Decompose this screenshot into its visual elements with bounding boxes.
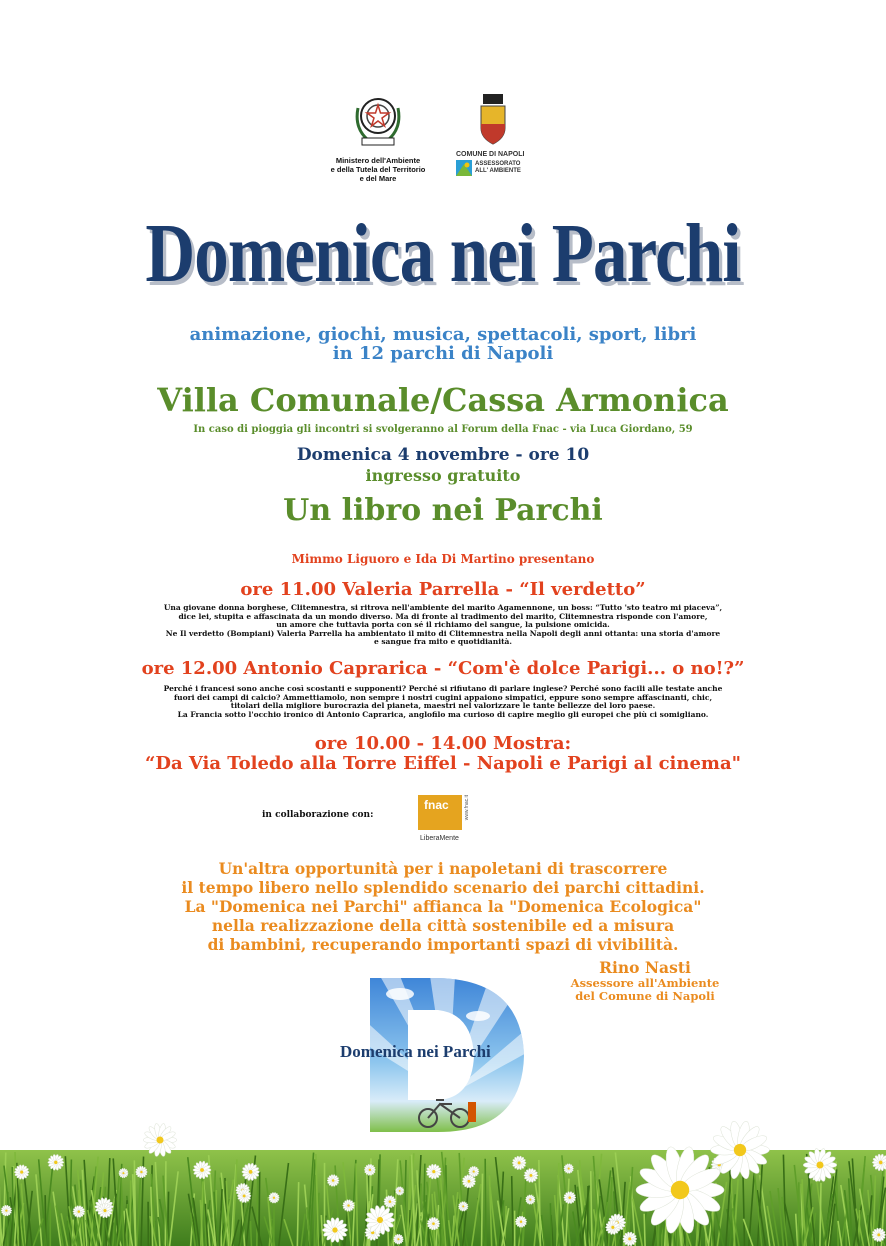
daisy-icon	[343, 1200, 355, 1212]
exhibition-time: ore 10.00 - 14.00 Mostra:	[314, 733, 572, 754]
description-line: Una giovane donna borghese, Clitemnestra, si ritrova nell'ambiente del marito Agamennone, un boss: “Tutto 'sto teatro mi piaceva”,	[163, 603, 723, 612]
event-title: Un libro nei Parchi	[283, 493, 603, 528]
daisy-icon	[384, 1195, 396, 1207]
daisy-icon	[515, 1216, 527, 1228]
daisy-icon	[526, 1195, 536, 1205]
description-line: titolari della migliore burocrazia del pianeta, maestri nel valorizzare le tante bellezze del loro paese.	[230, 701, 656, 711]
quote-line: il tempo libero nello splendido scenario dei parchi cittadini.	[181, 878, 705, 897]
daisy-icon	[119, 1168, 129, 1178]
description-line: Ne Il verdetto (Bompiani) Valeria Parrella ha ambientato il mito di Clitemnestra nella Napoli degli anni ottanta: una storia d'amore	[165, 628, 721, 638]
signature-name: Rino Nasti	[599, 958, 691, 977]
collaboration-label: in collaborazione con:	[262, 810, 374, 820]
description-line: e sangue fra mito e quotidianità.	[373, 637, 513, 647]
quote-line: La "Domenica nei Parchi" affianca la "Domenica Ecologica"	[184, 897, 702, 916]
daisy-icon	[872, 1228, 886, 1242]
exhibition-title: “Da Via Toledo alla Torre Eiffel - Napoli e Parigi al cinema"	[145, 753, 741, 774]
ministry-caption-line: Ministero dell'Ambiente	[335, 156, 421, 165]
daisy-icon	[393, 1234, 403, 1244]
daisy-icon	[73, 1205, 85, 1217]
quote-line: Un'altra opportunità per i napoletani di trascorrere	[218, 859, 668, 878]
daisy-icon	[269, 1192, 280, 1203]
daisy-icon	[564, 1164, 574, 1174]
rain-note: In caso di pioggia gli incontri si svolgeranno al Forum della Fnac - via Luca Giordano, 59	[193, 424, 693, 435]
event-1-description	[0, 604, 886, 647]
daisy-icon	[427, 1217, 440, 1230]
quote-line: di bambini, recuperando importanti spazi di vivibilità.	[207, 935, 679, 954]
assessorato-caption-line: ALL' AMBIENTE	[475, 168, 521, 174]
event-2-title: ore 12.00 Antonio Caprarica - “Com'è dolce Parigi... o no!?”	[141, 658, 745, 679]
ministry-logo	[318, 88, 438, 183]
ministry-caption-line: e della Tutela del Territorio	[330, 165, 426, 174]
daisy-icon	[462, 1174, 476, 1188]
main-title: Domenica nei Parchi	[145, 207, 741, 300]
signature-role	[540, 977, 750, 1003]
fnac-logo	[416, 795, 476, 847]
assessor-quote	[0, 859, 886, 954]
assessorato-caption-line: ASSESSORATO	[475, 161, 521, 167]
fnac-brand: fnac	[424, 798, 449, 812]
daisy-icon	[564, 1191, 576, 1203]
napoli-crest-icon	[478, 94, 508, 146]
daisy-icon	[395, 1187, 404, 1196]
fnac-site: www.fnac.it	[464, 795, 470, 821]
subtitle-line-2: in 12 parchi di Napoli	[332, 343, 554, 364]
event-1-title: ore 11.00 Valeria Parrella - “Il verdetto”	[240, 579, 646, 600]
subtitle-line-1: animazione, giochi, musica, spettacoli, sport, libri	[189, 324, 697, 345]
description-line: La Francia sotto l'occhio ironico di Antonio Caprarica, anglofilo ma curioso di capire meglio gli europei che più ci somigliano.	[177, 709, 709, 719]
italian-republic-emblem-icon	[350, 88, 406, 150]
event-2-description	[0, 685, 886, 719]
description-line: dice lei, stupita e affascinata da un mondo diverso. Ma di fronte al tradimento del marito, Clitemnestra risponde con l'amore,	[178, 611, 708, 621]
comune-napoli-logo	[456, 94, 536, 176]
daisy-icon	[136, 1166, 148, 1178]
d-logo-label: Domenica nei Parchi	[340, 1042, 491, 1061]
date-line: Domenica 4 novembre - ore 10	[296, 445, 590, 465]
daisy-icon	[237, 1189, 251, 1203]
description-line: Perché i francesi sono anche così scostanti e supponenti? Perché si rifiutano di parlare inglese? Perché sono facili alle testate anche	[163, 684, 723, 693]
daisy-icon	[468, 1166, 479, 1177]
quote-line: nella realizzazione della città sostenibile ed a misura	[211, 916, 675, 935]
signature-role-line: del Comune di Napoli	[575, 989, 715, 1003]
signature	[540, 958, 750, 1003]
daisy-icon	[458, 1201, 468, 1211]
venue-title: Villa Comunale/Cassa Armonica	[157, 381, 729, 419]
signature-role-line: Assessore all'Ambiente	[570, 976, 720, 990]
presenters-line: Mimmo Liguoro e Ida Di Martino presentano	[291, 552, 595, 566]
ministry-caption-line: e del Mare	[359, 174, 397, 183]
assessorato-icon	[456, 160, 472, 176]
daisy-icon	[327, 1174, 339, 1186]
daisy-icon	[1, 1205, 12, 1216]
description-line: un amore che tuttavia porta con sé il richiamo del sangue, la pulsione omicida.	[276, 620, 610, 630]
napoli-caption: COMUNE DI NAPOLI	[456, 151, 525, 158]
entry-line: ingresso gratuito	[365, 466, 521, 485]
daisy-icon	[364, 1164, 375, 1175]
meadow-daisies-illustration	[0, 1090, 886, 1246]
description-line: fuori dei campi di calcio? Ammettiamolo, non sempre i nostri cugini appaiono simpatici, eppure sono sempre affascinanti, chic,	[173, 692, 713, 702]
fnac-tagline: LiberaMente	[420, 835, 459, 842]
